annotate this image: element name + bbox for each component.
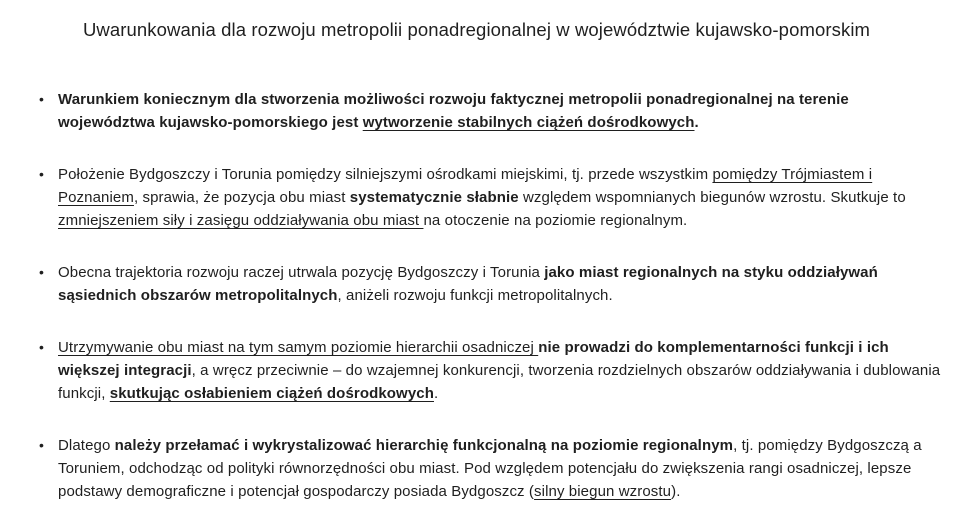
text-segment: , aniżeli rozwoju funkcji metropolitalnych.	[337, 287, 613, 305]
list-item	[39, 88, 943, 134]
bullet-icon: •	[39, 437, 45, 454]
text-segment: jako miast regionalnych na styku oddziaływań sąsiednich obszarów metropolitalnych	[58, 264, 878, 305]
text-segment: zmniejszeniem siły i zasięgu oddziaływania obu miast	[58, 212, 424, 230]
text-segment: ).	[671, 483, 681, 501]
list-item	[39, 336, 943, 405]
text-segment: .	[694, 114, 699, 132]
text-segment: należy przełamać i wykrystalizować hierarchię funkcjonalną na poziomie regionalnym	[114, 437, 734, 455]
text-segment: .	[433, 385, 439, 403]
text-segment: pomiędzy Trójmiastem i Poznaniem	[58, 166, 873, 207]
list-item	[39, 434, 943, 503]
list-item	[39, 261, 943, 307]
text-segment: Utrzymywanie obu miast na tym samym poziomie hierarchii osadniczej	[58, 339, 539, 357]
slide	[0, 19, 953, 523]
list-item	[39, 163, 943, 232]
slide-title: Uwarunkowania dla rozwoju metropolii ponadregionalnej w województwie kujawsko-pomorskim	[82, 19, 871, 40]
bullet-list	[0, 88, 953, 503]
bullet-icon: •	[39, 91, 45, 108]
text-segment: Dlatego	[58, 437, 115, 455]
text-segment: systematycznie słabnie	[349, 189, 519, 207]
bullet-icon: •	[39, 264, 45, 281]
bullet-icon: •	[39, 166, 45, 183]
text-segment: silny biegun wzrostu	[534, 483, 672, 501]
text-segment: , a wręcz przeciwnie – do wzajemnej konkurencji, tworzenia rozdzielnych obszarów oddziaływania i dublowania funkcji,	[58, 362, 941, 403]
text-segment: Warunkiem koniecznym dla stworzenia możliwości rozwoju faktycznej metropolii ponadregionalnej na terenie województwa kujawsko-pomorskiego jest	[58, 91, 849, 132]
text-segment: , tj. pomiędzy Bydgoszczą a Toruniem, odchodząc od polityki równorzędności obu miast. Pod względem potencjału do zwiększenia rangi osadniczej, lepsze podstawy demograficzne i potencjał gospodarczy posiada Bydgoszcz (	[58, 437, 922, 501]
bullet-icon: •	[39, 339, 45, 356]
text-segment: Obecna trajektoria rozwoju raczej utrwala pozycję Bydgoszczy i Torunia	[58, 264, 545, 282]
text-segment: nie prowadzi do komplementarności funkcji i ich większej integracji	[58, 339, 889, 380]
text-segment: , sprawia, że pozycja obu miast	[133, 189, 350, 207]
text-segment: skutkując osłabieniem ciążeń dośrodkowych	[109, 385, 434, 403]
text-segment: na otoczenie na poziomie regionalnym.	[423, 212, 688, 230]
text-segment: Położenie Bydgoszczy i Torunia pomiędzy silniejszymi ośrodkami miejskimi, tj. przede wszystkim	[58, 166, 713, 184]
text-segment: wytworzenie stabilnych ciążeń dośrodkowych	[362, 114, 695, 132]
text-segment: względem wspomnianych biegunów wzrostu. Skutkuje to	[518, 189, 906, 207]
